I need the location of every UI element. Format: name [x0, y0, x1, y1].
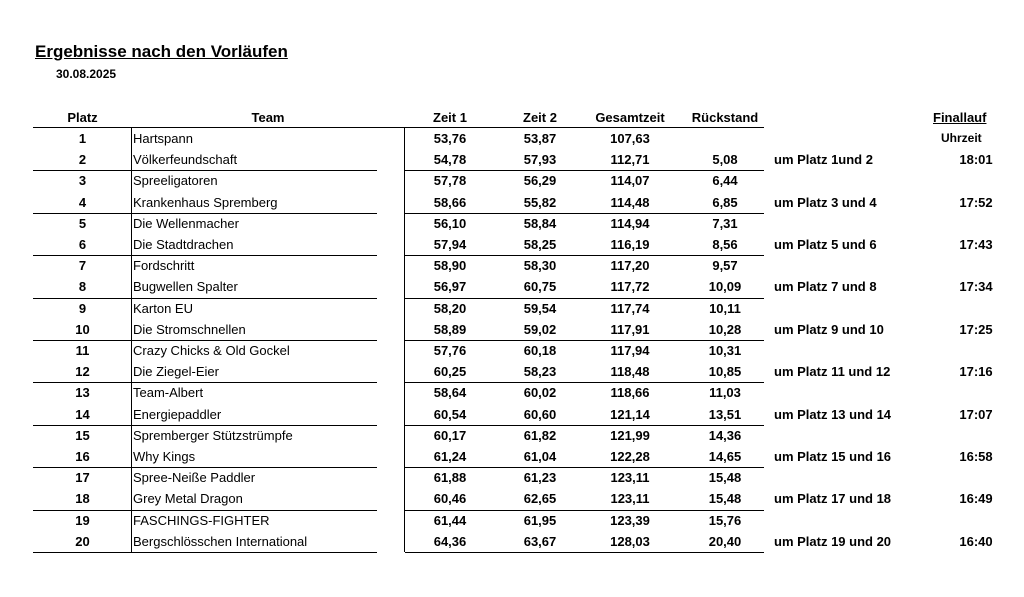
cell-finallauf: [774, 170, 924, 191]
cell-uhrzeit: 17:34: [959, 279, 993, 295]
cell-zeit1: 58,66: [433, 194, 467, 210]
cell-rueckstand: 8,56: [712, 237, 738, 252]
cell-zeit1: 58,20: [433, 300, 467, 316]
cell-uhrzeit: [946, 382, 1006, 403]
cell-platz: 11: [75, 343, 90, 358]
cell-rueckstand: 15,76: [708, 512, 742, 528]
cell-platz: 4: [78, 194, 87, 210]
cell-rueckstand: 5,08: [712, 152, 738, 168]
cell-platz: 19: [75, 512, 90, 528]
cell-gesamtzeit: 117,72: [610, 279, 650, 295]
cell-uhrzeit: [946, 128, 1006, 149]
cell-platz: 5: [78, 215, 87, 231]
cell-uhrzeit: [946, 298, 1006, 319]
divider-line: [33, 425, 377, 426]
divider-line: [33, 213, 377, 214]
cell-zeit1: 58,64: [433, 385, 467, 401]
cell-gesamtzeit: 123,39: [610, 512, 650, 528]
cell-zeit1: 61,44: [433, 512, 467, 528]
cell-zeit2: 62,65: [523, 491, 557, 507]
cell-team: Spree-Neiße Paddler: [133, 470, 256, 486]
cell-zeit1: 57,78: [433, 173, 467, 189]
cell-zeit1: 56,97: [433, 279, 467, 295]
cell-rueckstand: 15,48: [708, 491, 742, 507]
cell-gesamtzeit: 116,19: [610, 237, 650, 252]
cell-uhrzeit: 16:58: [959, 449, 993, 464]
cell-finallauf: um Platz 13 und 14: [774, 406, 892, 422]
cell-zeit1: 60,17: [433, 427, 467, 443]
cell-rueckstand: 6,85: [712, 194, 738, 210]
cell-uhrzeit: 17:16: [959, 364, 993, 380]
cell-gesamtzeit: 112,71: [610, 152, 650, 168]
cell-uhrzeit: 17:25: [959, 321, 993, 337]
cell-finallauf: um Platz 11 und 12: [774, 364, 891, 380]
cell-team: Bergschlösschen International: [133, 533, 308, 549]
cell-gesamtzeit: 121,99: [610, 427, 650, 443]
cell-zeit1: 58,90: [433, 258, 467, 274]
cell-zeit2: 58,84: [523, 215, 557, 231]
cell-gesamtzeit: 123,11: [610, 491, 650, 507]
cell-gesamtzeit: 107,63: [610, 131, 650, 146]
divider-line: [405, 552, 764, 553]
cell-gesamtzeit: 117,74: [610, 300, 650, 316]
divider-line: [405, 340, 764, 341]
cell-platz: 3: [78, 173, 87, 189]
divider-line: [33, 127, 764, 128]
divider-line: [404, 128, 405, 552]
cell-uhrzeit: [946, 340, 1006, 361]
cell-platz: 20: [75, 533, 90, 549]
cell-zeit1: 57,94: [433, 237, 467, 252]
cell-zeit2: 53,87: [523, 131, 557, 146]
cell-zeit2: 58,25: [523, 237, 557, 252]
divider-line: [405, 467, 764, 468]
cell-rueckstand: 10,28: [708, 321, 742, 337]
cell-finallauf: um Platz 9 und 10: [774, 321, 884, 337]
cell-zeit2: 60,75: [523, 279, 557, 295]
divider-line: [131, 128, 132, 552]
cell-team: Völkerfeundschaft: [133, 152, 238, 168]
cell-finallauf: [774, 510, 924, 531]
header-finallauf: Finallauf: [933, 110, 987, 125]
divider-line: [405, 425, 764, 426]
cell-zeit1: 53,76: [433, 131, 467, 146]
divider-line: [405, 382, 764, 383]
cell-uhrzeit: [946, 213, 1006, 234]
cell-finallauf: um Platz 5 und 6: [774, 237, 877, 252]
cell-uhrzeit: 18:01: [959, 152, 993, 168]
cell-team: Die Ziegel-Eier: [133, 364, 219, 380]
cell-platz: 16: [75, 449, 90, 464]
cell-gesamtzeit: 118,66: [610, 385, 650, 401]
cell-team: Team-Albert: [133, 385, 204, 401]
cell-rueckstand: 7,31: [712, 215, 738, 231]
cell-rueckstand: 20,40: [708, 533, 742, 549]
cell-gesamtzeit: 121,14: [610, 406, 650, 422]
cell-zeit2: 63,67: [523, 533, 557, 549]
divider-line: [33, 467, 377, 468]
cell-zeit2: 57,93: [523, 152, 557, 168]
cell-finallauf: um Platz 7 und 8: [774, 279, 877, 295]
cell-rueckstand: [680, 128, 770, 149]
cell-zeit1: 60,46: [433, 491, 467, 507]
cell-team: Fordschritt: [133, 258, 195, 274]
cell-platz: 7: [78, 258, 87, 274]
cell-team: Karton EU: [133, 300, 193, 316]
cell-team: Why Kings: [133, 449, 196, 464]
cell-platz: 17: [75, 470, 90, 486]
cell-finallauf: [774, 255, 924, 276]
cell-zeit2: 60,02: [523, 385, 557, 401]
cell-zeit2: 58,23: [523, 364, 557, 380]
cell-uhrzeit: 16:40: [959, 533, 993, 549]
header-zeit1: Zeit 1: [433, 110, 467, 125]
cell-rueckstand: 6,44: [712, 173, 738, 189]
cell-gesamtzeit: 117,91: [610, 321, 650, 337]
cell-zeit2: 61,95: [523, 512, 557, 528]
cell-gesamtzeit: 114,07: [610, 173, 650, 189]
cell-zeit1: 57,76: [433, 343, 467, 358]
cell-team: Die Stadtdrachen: [133, 237, 234, 252]
divider-line: [33, 510, 377, 511]
cell-finallauf: um Platz 15 und 16: [774, 449, 892, 464]
cell-zeit1: 61,24: [433, 449, 467, 464]
cell-zeit1: 60,25: [433, 364, 467, 380]
cell-gesamtzeit: 114,48: [610, 194, 650, 210]
cell-rueckstand: 10,09: [708, 279, 742, 295]
page-title: Ergebnisse nach den Vorläufen: [35, 42, 288, 61]
cell-uhrzeit: 17:43: [959, 237, 993, 252]
cell-finallauf: [774, 213, 924, 234]
cell-rueckstand: 11,03: [709, 385, 741, 401]
cell-team: Spremberger Stützstrümpfe: [133, 427, 293, 443]
cell-rueckstand: 10,11: [709, 300, 741, 316]
cell-rueckstand: 14,65: [708, 449, 742, 464]
cell-finallauf: [774, 382, 924, 403]
cell-finallauf: um Platz 17 und 18: [774, 491, 892, 507]
divider-line: [405, 170, 764, 171]
divider-line: [33, 255, 377, 256]
cell-zeit2: 59,54: [523, 300, 557, 316]
cell-zeit2: 55,82: [523, 194, 557, 210]
cell-uhrzeit: 17:07: [959, 406, 993, 422]
cell-uhrzeit: [946, 510, 1006, 531]
cell-platz: 2: [78, 152, 87, 168]
cell-zeit2: 61,23: [523, 470, 557, 486]
cell-platz: 9: [78, 300, 87, 316]
divider-line: [33, 340, 377, 341]
results-date: 30.08.2025: [56, 67, 117, 81]
cell-zeit2: 60,60: [523, 406, 557, 422]
header-rueckstand: Rückstand: [691, 110, 759, 125]
cell-zeit2: 60,18: [523, 343, 557, 358]
cell-zeit2: 58,30: [523, 258, 557, 274]
cell-uhrzeit: [946, 255, 1006, 276]
cell-finallauf: [774, 340, 924, 361]
cell-rueckstand: 14,36: [708, 427, 742, 443]
divider-line: [405, 255, 764, 256]
header-team: Team: [251, 110, 285, 125]
cell-rueckstand: 10,31: [708, 343, 742, 358]
cell-finallauf: um Platz 3 und 4: [774, 194, 877, 210]
cell-finallauf: um Platz 1und 2: [774, 152, 873, 168]
cell-finallauf: [774, 128, 924, 149]
cell-gesamtzeit: 118,48: [610, 364, 650, 380]
cell-uhrzeit: 16:49: [959, 491, 993, 507]
cell-zeit2: 56,29: [523, 173, 557, 189]
cell-zeit1: 60,54: [433, 406, 467, 422]
header-zeit2: Zeit 2: [523, 110, 557, 125]
divider-line: [33, 170, 377, 171]
cell-platz: 12: [75, 364, 90, 380]
cell-team: Spreeligatoren: [133, 173, 218, 189]
cell-gesamtzeit: 117,20: [610, 258, 650, 274]
cell-finallauf: um Platz 19 und 20: [774, 533, 892, 549]
divider-line: [33, 552, 377, 553]
cell-rueckstand: 13,51: [708, 406, 742, 422]
cell-finallauf: [774, 298, 924, 319]
divider-line: [33, 382, 377, 383]
cell-team: Die Wellenmacher: [133, 215, 239, 231]
cell-team: Krankenhaus Spremberg: [133, 194, 278, 210]
cell-team: Crazy Chicks & Old Gockel: [133, 343, 290, 358]
cell-platz: 14: [75, 406, 90, 422]
cell-team: FASCHINGS-FIGHTER: [133, 512, 270, 528]
cell-uhrzeit: [946, 425, 1006, 446]
cell-zeit1: 54,78: [433, 152, 467, 168]
header-platz: Platz: [67, 110, 98, 125]
cell-rueckstand: 15,48: [708, 470, 742, 486]
cell-gesamtzeit: 128,03: [610, 533, 650, 549]
cell-team: Energiepaddler: [133, 406, 222, 422]
header-uhrzeit: Uhrzeit: [941, 131, 982, 145]
cell-zeit1: 64,36: [433, 533, 467, 549]
cell-uhrzeit: [946, 467, 1006, 488]
cell-platz: 10: [75, 321, 90, 337]
cell-team: Grey Metal Dragon: [133, 491, 243, 507]
divider-line: [405, 298, 764, 299]
cell-gesamtzeit: 123,11: [610, 470, 650, 486]
cell-team: Hartspann: [133, 131, 193, 146]
cell-team: Bugwellen Spalter: [133, 279, 238, 295]
cell-platz: 18: [75, 491, 90, 507]
cell-platz: 15: [75, 427, 90, 443]
divider-line: [33, 298, 377, 299]
cell-team: Die Stromschnellen: [133, 321, 246, 337]
cell-rueckstand: 10,85: [708, 364, 742, 380]
cell-zeit2: 59,02: [523, 321, 557, 337]
cell-zeit2: 61,04: [523, 449, 557, 464]
cell-platz: 8: [78, 279, 87, 295]
cell-gesamtzeit: 122,28: [610, 449, 650, 464]
cell-platz: 6: [78, 237, 87, 252]
divider-line: [405, 510, 764, 511]
cell-uhrzeit: [946, 170, 1006, 191]
cell-platz: 1: [78, 131, 87, 146]
cell-zeit2: 61,82: [523, 427, 557, 443]
cell-uhrzeit: 17:52: [959, 194, 993, 210]
cell-gesamtzeit: 114,94: [610, 215, 650, 231]
cell-gesamtzeit: 117,94: [610, 343, 650, 358]
cell-zeit1: 58,89: [433, 321, 467, 337]
cell-finallauf: [774, 467, 924, 488]
cell-finallauf: [774, 425, 924, 446]
cell-zeit1: 56,10: [433, 215, 467, 231]
cell-platz: 13: [75, 385, 90, 401]
divider-line: [405, 213, 764, 214]
header-gesamtzeit: Gesamtzeit: [595, 110, 665, 125]
cell-zeit1: 61,88: [433, 470, 467, 486]
cell-rueckstand: 9,57: [712, 258, 738, 274]
